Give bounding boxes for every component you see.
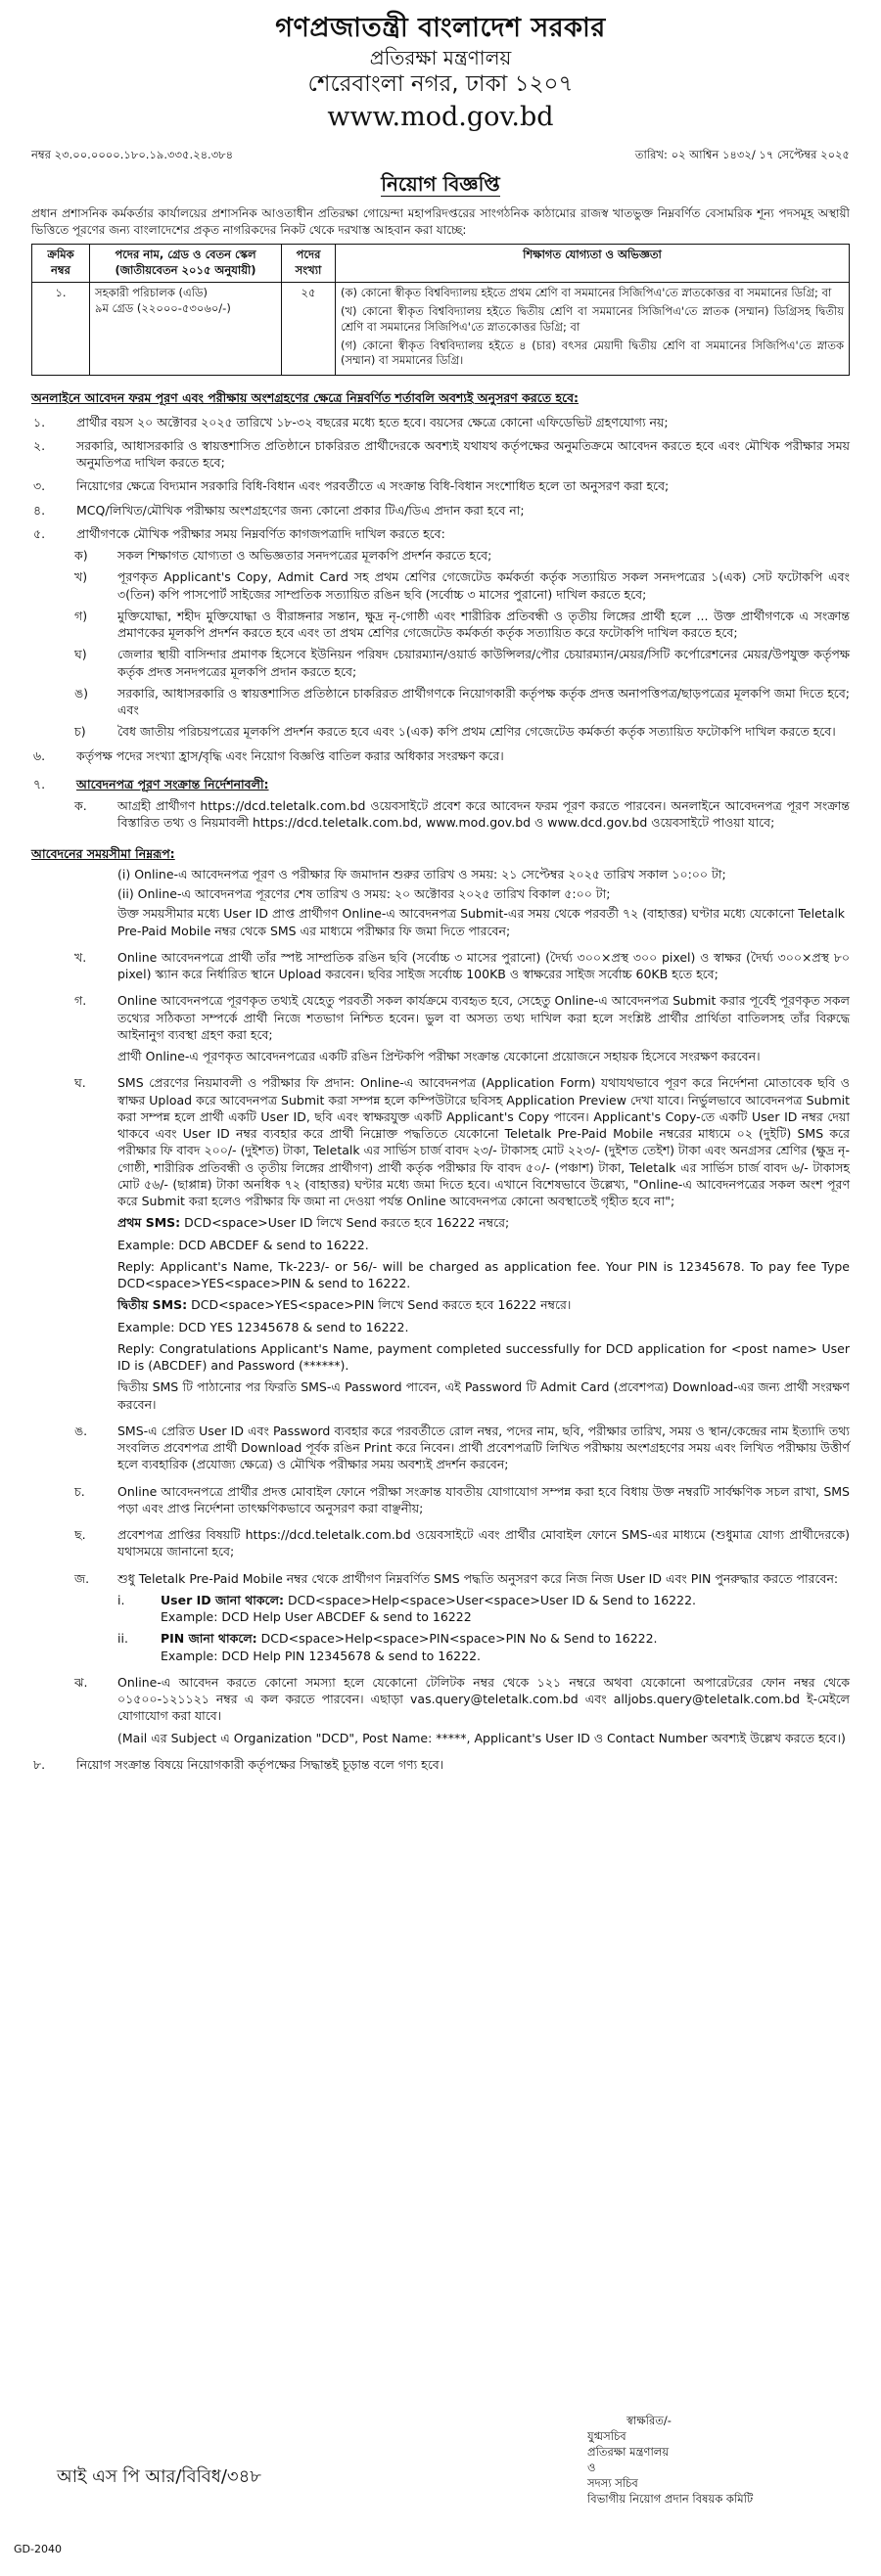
qual-kha: (খ) কোনো স্বীকৃত বিশ্ববিদ্যালয় হইতে দ্বিতীয় শ্রেণি বা সমমানের সিজিপিএ'তে স্নাতক (সম্মান) ডিগ্রিসহ দ্বিতীয় শ্রেণি বা সমমানের সিজিপিএ'তে স্নাতকোত্তর ডিগ্রি; বা — [341, 303, 844, 334]
reference-number: নম্বর ২৩.০০.০০০০.১৮০.১৯.৩৩৫.২৪.৩৮৪ — [31, 147, 234, 161]
qual-ga: (গ) কোনো স্বীকৃত বিশ্ববিদ্যালয় হইতে ৪ (চার) বৎসর মেয়াদী দ্বিতীয় শ্রেণি বা সমমানের সিজিপিএ'তে স্নাতক (সম্মান) বা সমমানের ডিগ্রি। — [341, 338, 844, 368]
list-item: ঙ) সরকারি, আধাসরকারি ও স্বায়ত্তশাসিত প্রতিষ্ঠানে চাকরিরত প্রার্থীগণকে নিয়োগকারী কর্তৃপক্ষ কর্তৃক প্রদত্ত অনাপত্তিপত্র/ছাড়পত্রের মূলকপি জমা দিতে হবে; এবং — [74, 685, 850, 718]
sms2-label: দ্বিতীয় SMS: — [117, 1297, 188, 1313]
list-item: ক. আগ্রহী প্রার্থীগণ https://dcd.teletalk.com.bd ওয়েবসাইটে প্রবেশ করে আবেদন ফরম পূরণ করতে পারবেন। অনলাইনে আবেদনপত্র পূরণ সংক্রান্ত বিস্তারিত তথ্য ও নিয়মাবলী https://dcd.teletalk.com.bd, www.mod.gov.bd ও www.dcd.gov.bd ওয়েবসাইটে পাওয়া যাবে; — [74, 798, 850, 831]
list-item: খ) পূরণকৃত Applicant's Copy, Admit Card সহ প্রথম শ্রেণির গেজেটেড কর্মকর্তা কর্তৃক সত্যায়িত সকল সনদপত্রের ১(এক) সেট ফটোকপি এবং ৩(তিন) কপি পাসপোর্ট সাইজের সাম্প্রতিক সত্যায়িত রঙিন ছবি (সর্বোচ্চ ৩ মাসের পুরানো) দাখিল করতে হবে; — [74, 569, 850, 602]
list-item: গ) মুক্তিযোদ্ধা, শহীদ মুক্তিযোদ্ধা ও বীরাঙ্গনার সন্তান, ক্ষুদ্র নৃ-গোষ্ঠী এবং শারীরিক প্রতিবন্ধী ও তৃতীয় লিঙ্গের প্রার্থী হলে ... উক্ত প্রার্থীগণকে এ সংক্রান্ত প্রমাণকের মূলকপি প্রদর্শন করতে হবে এবং তা প্রথম শ্রেণির গেজেটেড কর্মকর্তা কর্তৃক সত্যায়িত করে ফটোকপি দাখিল করতে হবে; — [74, 608, 850, 641]
list-item: ঝ. Online-এ আবেদন করতে কোনো সমস্যা হলে যেকোনো টেলিটক নম্বর থেকে ১২১ নম্বরে অথবা যেকোনো অপারেটরের ফোন নম্বর থেকে ০১৫০০-১২১১২১ নম্বর এ কল করতে পারবেন। এছাড়া vas.query@teletalk.com.bd এবং alljobs.query@teletalk.com.bd ই-মেইলে যোগাযোগ করা যাবে। — [74, 1674, 850, 1724]
list-item: ৩. নিয়োগের ক্ষেত্রে বিদ্যমান সরকারি বিধি-বিধান এবং পরবর্তীতে এ সংক্রান্ত বিধি-বিধান সংশোধিত হলে তা অনুসরণ করা হবে; — [33, 478, 670, 494]
list-item: ছ. প্রবেশপত্র প্রাপ্তির বিষয়টি https://dcd.teletalk.com.bd ওয়েবসাইটে এবং প্রার্থীর মোবাইল ফোনে SMS-এর মাধ্যমে (শুধুমাত্র যোগ্য প্রার্থীদেরকে) যথাসময়ে জানানো হবে; — [74, 1527, 850, 1559]
letterhead — [31, 12, 850, 134]
signatory-committee: বিভাগীয় নিয়োগ প্রদান বিষয়ক কমিটি — [587, 2492, 754, 2507]
signatory-ministry: প্রতিরক্ষা মন্ত্রণালয় — [587, 2445, 670, 2460]
schedule-lines — [74, 866, 850, 939]
signatory-role: সদস্য সচিব — [587, 2476, 638, 2491]
post-table — [31, 244, 850, 376]
cell-serial: ১. — [32, 283, 90, 376]
sms-instructions — [74, 1214, 850, 1413]
list-item: ১. প্রার্থীর বয়স ২০ অক্টোবর ২০২৫ তারিখে ১৮-৩২ বছরের মধ্যে হতে হবে। বয়সের ক্ষেত্রে কোনো এফিডেভিট গ্রহণযোগ্য নয়; — [33, 414, 669, 429]
table-row — [32, 283, 850, 376]
list-item: ঘ) জেলার স্থায়ী বাসিন্দার প্রমাণক হিসেবে ইউনিয়ন পরিষদ চেয়ারম্যান/ওয়ার্ড কাউন্সিলর/পৌর চেয়ারম্যান/মেয়র/সিটি কর্পোরেশনের মেয়র/উপযুক্ত কর্তৃপক্ষ কর্তৃক প্রদত্ত সনদপত্রের মূলকপি প্রদান করতে হবে; — [74, 647, 850, 679]
printcopy-note: প্রার্থী Online-এ পূরণকৃত আবেদনপত্রের একটি রঙিন প্রিন্টকপি পরীক্ষা সংক্রান্ত যেকোনো প্রয়োজনে সহায়ক হিসেবে সংরক্ষণ করবেন। — [117, 1049, 761, 1064]
conditions-heading: অনলাইনে আবেদন ফরম পূরণ এবং পরীক্ষায় অংশগ্রহণের ক্ষেত্রে নিম্নবর্ণিত শর্তাবলি অবশ্যই অনুসরণ করতে হবে: — [31, 390, 580, 406]
list-item: ৬. কর্তৃপক্ষ পদের সংখ্যা হ্রাস/বৃদ্ধি এবং নিয়োগ বিজ্ঞপ্তি বাতিল করার অধিকার সংরক্ষণ করে। — [33, 747, 504, 763]
list-item: ৫. প্রার্থীগণকে মৌখিক পরীক্ষার সময় নিম্নবর্ণিত কাগজপত্রাদি দাখিল করতে হবে: — [33, 525, 445, 541]
recovery-list — [74, 1592, 850, 1664]
post-name: সহকারী পরিচালক (এডি) — [95, 286, 208, 299]
schedule-block — [31, 866, 850, 1746]
sms1-example: Example: DCD ABCDEF & send to 16222. — [117, 1237, 369, 1252]
sms2-note: দ্বিতীয় SMS টি পাঠানোর পর ফিরতি SMS-এ Password পাবেন, এই Password টি Admit Card (প্রবেশপত্র) Download-এর জন্য প্রার্থী সংরক্ষণ করবেন। — [117, 1379, 850, 1412]
schedule-note: উক্ত সময়সীমার মধ্যে User ID প্রাপ্ত প্রার্থীগণ Online-এ আবেদনপত্র Submit-এর সময় থেকে পরবর্তী ৭২ (বাহাত্তর) ঘণ্টার মধ্যে যেকোনো Teletalk Pre-Paid Mobile নম্বর থেকে SMS এর মাধ্যমে পরীক্ষার ফি জমা দিতে পারবেন; — [117, 906, 846, 938]
sms1-label: প্রথম SMS: — [117, 1215, 181, 1231]
footer-code: GD-2040 — [14, 2543, 62, 2555]
list-item: গ. Online আবেদনপত্রে পূরণকৃত তথ্যই যেহেতু পরবর্তী সকল কার্যক্রমে ব্যবহৃত হবে, সেহেতু Online-এ আবেদনপত্র Submit করার পূর্বেই পূরণকৃত সকল তথ্যের সঠিকতা সম্পর্কে প্রার্থী নিজে শতভাগ নিশ্চিত হবেন। ভুল বা অসত্য তথ্য দাখিল করা হলে সংশ্লিষ্ট প্রার্থীর প্রার্থিতা বাতিলসহ তাঁর বিরুদ্ধে আইনানুগ ব্যবস্থা গ্রহণ করা হবে; — [74, 993, 850, 1042]
signature-block — [587, 2413, 812, 2508]
sms1-format: DCD<space>User ID লিখে Send করতে হবে 16222 নম্বরে; — [184, 1215, 510, 1231]
signed-mark: স্বাক্ষরিত/- — [626, 2414, 672, 2427]
sms1-reply: Reply: Applicant's Name, Tk-223/- or 56/- will be charged as application fee. Your PIN is 12345678. To pay fee Type DCD<space>YES<space>PIN & send to 16222. — [117, 1258, 850, 1291]
list-item: ii. PIN জানা থাকলে: DCD<space>Help<space>PIN<space>PIN No & Send to 16222. Example: DCD Help PIN 12345678 & send to 16222. — [117, 1631, 658, 1663]
ministry-name: প্রতিরক্ষা মন্ত্রণালয় — [369, 45, 512, 69]
schedule-start: (i) Online-এ আবেদনপত্র পূরণ ও পরীক্ষার ফি জমাদান শুরুর তারিখ ও সময়: ২১ সেপ্টেম্বর ২০২৫ তারিখ সকাল ১০:০০ টা; — [117, 866, 726, 881]
post-grade: ৯ম গ্রেড (২২০০০-৫৩০৬০/-) — [95, 300, 231, 315]
col-post: পদের নাম, গ্রেড ও বেতন স্কেল (জাতীয়বেতন ২০১৫ অনুযায়ী) — [90, 245, 282, 283]
notice-date: তারিখ: ০২ আশ্বিন ১৪৩২/ ১৭ সেপ্টেম্বর ২০২৫ — [634, 147, 850, 161]
sms2-example: Example: DCD YES 12345678 & send to 16222. — [117, 1319, 409, 1334]
reference-row — [31, 148, 850, 163]
documents-list — [31, 547, 850, 741]
table-header-row — [32, 245, 850, 283]
list-item: ৮. নিয়োগ সংক্রান্ত বিষয়ে নিয়োগকারী কর্তৃপক্ষের সিদ্ধান্তই চূড়ান্ত বলে গণ্য হবে। — [33, 1756, 444, 1772]
application-instructions — [31, 797, 850, 832]
cell-count: ২৫ — [282, 283, 336, 376]
qual-ka: (ক) কোনো স্বীকৃত বিশ্ববিদ্যালয় হইতে প্রথম শ্রেণি বা সমমানের সিজিপিএ'তে স্নাতকোত্তর বা সমমানের ডিগ্রি; বা — [341, 286, 832, 299]
col-serial: ক্রমিক নম্বর — [32, 245, 90, 283]
list-item: ৪. MCQ/লিখিত/মৌখিক পরীক্ষায় অংশগ্রহণের জন্য কোনো প্রকার টিএ/ডিএ প্রদান করা হবে না; — [33, 502, 525, 518]
signatory-title: যুগ্মসচিব — [587, 2429, 626, 2444]
ispr-code: আই এস পি আর/বিবিধ/৩৪৮ — [57, 2466, 261, 2487]
address: শেরেবাংলা নগর, ঢাকা ১২০৭ — [307, 70, 574, 97]
government-name: গণপ্রজাতন্ত্রী বাংলাদেশ সরকার — [275, 13, 606, 43]
list-item: চ. Online আবেদনপত্রে প্রার্থীর প্রদত্ত মোবাইল ফোনে পরীক্ষা সংক্রান্ত যাবতীয় যোগাযোগ সম্পন্ন করা হবে বিধায় উক্ত নম্বরটি সার্বক্ষণিক সচল রাখা, SMS পড়া এবং প্রাপ্ত নির্দেশনা তাৎক্ষণিকভাবে অনুসরণ করা বাঞ্ছনীয়; — [74, 1483, 850, 1515]
list-item: ঘ. SMS প্রেরণের নিয়মাবলী ও পরীক্ষার ফি প্রদান: Online-এ আবেদনপত্র (Application Form) যথাযথভাবে পূরণ করে নির্দেশনা মোতাবেক ছবি ও স্বাক্ষর Upload করে আবেদনপত্র Submit করা সম্পন্ন হলে কম্পিউটারে ছবিসহ Application Preview দেখা যাবে। নির্ভুলভাবে আবেদনপত্র Submit করা সম্পন্ন হলে প্রার্থী একটি User ID, ছবি এবং স্বাক্ষরযুক্ত একটি Applicant's Copy পাবেন। Applicant's Copy-তে একটি User ID নম্বর দেয়া থাকবে এবং User ID নম্বর ব্যবহার করে প্রার্থী নিম্নোক্ত পদ্ধতিতে যেকোনো Teletalk Pre-Paid Mobile নম্বরের মাধ্যমে ০২ (দুইটি) SMS করে পরীক্ষার ফি বাবদ ২০০/- (দুইশত) টাকা, Teletalk এর সার্ভিস চার্জ বাবদ ২৩/- টাকাসহ মোট ২২৩/- (দুইশত তেইশ) টাকা এবং অনগ্রসর শ্রেণির (ক্ষুদ্র নৃ-গোষ্ঠী, শারীরিক প্রতিবন্ধী ও তৃতীয় লিঙ্গের প্রার্থীগণ) প্রার্থী কর্তৃক পরীক্ষার ফি বাবদ ৫০/- (পঞ্চাশ) টাকা, Teletalk এর সার্ভিস চার্জ বাবদ ৬/- টাকাসহ মোট ৫৬/- (ছাপ্পান্ন) টাকা অনধিক ৭২ (বাহাত্তর) ঘণ্টার মধ্যে জমা দিতে হবে। এখানে বিশেষভাবে উল্লেখ্য, "Online-এ আবেদনপত্রের সকল অংশ পূরণ করে Submit করা হলেও পরীক্ষার ফি জমা না দেওয়া পর্যন্ত Online আবেদনপত্র কোনো অবস্থাতেই গৃহীত হবে না"; — [74, 1075, 850, 1209]
schedule-heading: আবেদনের সময়সীমা নিম্নরূপ: — [31, 845, 175, 861]
list-item: i. User ID জানা থাকলে: DCD<space>Help<space>User<space>User ID & Send to 16222. Example: DCD Help User ABCDEF & send to 16222 — [117, 1592, 697, 1625]
schedule-end: (ii) Online-এ আবেদনপত্র পূরণের শেষ তারিখ ও সময়: ২০ অক্টোবর ২০২৫ তারিখ বিকাল ৫:০০ টা; — [117, 886, 611, 902]
list-item: জ. শুধু Teletalk Pre-Paid Mobile নম্বর থেকে প্রার্থীগণ নিম্নবর্ণিত SMS পদ্ধতি অনুসরণ করে নিজ নিজ User ID এবং PIN পুনরুদ্ধার করতে পারবেন: — [74, 1570, 839, 1586]
notice-title: নিয়োগ বিজ্ঞপ্তি — [381, 171, 500, 196]
website-link[interactable]: www.mod.gov.bd — [327, 101, 554, 132]
list-item: ২. সরকারি, আধাসরকারি ও স্বায়ত্তশাসিত প্রতিষ্ঠানে চাকরিরত প্রার্থীদেরকে অবশ্যই যথাযথ কর্তৃপক্ষের অনুমতিক্রমে আবেদন করতে হবে এবং মৌখিক পরীক্ষার সময় অনুমতিপত্র দাখিল করতে হবে; — [33, 437, 850, 471]
intro-paragraph: প্রধান প্রশাসনিক কর্মকর্তার কার্যালয়ের প্রশাসনিক আওতাধীন প্রতিরক্ষা গোয়েন্দা মহাপরিদপ্তরের সাংগঠনিক কাঠামোর রাজস্ব খাতভুক্ত নিম্নবর্ণিত বেসামরিক শূন্য পদসমূহ অস্থায়ী ভিত্তিতে পূরণের জন্য বাংলাদেশের প্রকৃত নাগরিকদের নিকট থেকে দরখাস্ত আহবান করা যাচ্ছে: — [31, 206, 850, 237]
list-item: খ. Online আবেদনপত্রে প্রার্থী তাঁর স্পষ্ট সাম্প্রতিক রঙিন ছবি (সর্বোচ্চ ৩ মাসের পুরানো) (দৈর্ঘ্য ৩০০×প্রস্থ ৩০০ pixel) ও স্বাক্ষর (দৈর্ঘ্য ৩০০×প্রস্থ ৮০ pixel) স্ক্যান করে নির্ধারিত স্থানে Upload করবেন। ছবির সাইজ সর্বোচ্চ 100KB ও স্বাক্ষরের সাইজ সর্বোচ্চ 60KB হতে হবে; — [74, 949, 850, 982]
list-item: চ) বৈধ জাতীয় পরিচয়পত্রের মূলকপি প্রদর্শন করতে হবে এবং ১(এক) কপি প্রথম শ্রেণির গেজেটেড কর্মকর্তা কর্তৃক সত্যায়িত ফটোকপি দাখিল করতে হবে। — [74, 724, 836, 740]
cell-qualification — [336, 283, 850, 376]
mail-note: (Mail এর Subject এ Organization "DCD", Post Name: *****, Applicant's User ID ও Contact Number অবশ্যই উল্লেখ করতে হবে।) — [117, 1730, 846, 1745]
sms2-reply: Reply: Congratulations Applicant's Name, payment completed successfully for DCD application for <post name> User ID is (ABCDEF) and Password (******). — [117, 1340, 850, 1374]
list-item: ঙ. SMS-এ প্রেরিত User ID এবং Password ব্যবহার করে পরবর্তীতে রোল নম্বর, পদের নাম, ছবি, পরীক্ষার তারিখ, সময় ও স্থান/কেন্দ্রের নাম ইত্যাদি তথ্য সংবলিত প্রবেশপত্র প্রার্থী Download পূর্বক রঙিন Print করে নিবেন। প্রার্থী প্রবেশপত্রটি লিখিত পরীক্ষায় অংশগ্রহণের সময় এবং লিখিত পরীক্ষায় উত্তীর্ণ হলে ব্যবহারিক (প্রযোজ্য ক্ষেত্রে) ও মৌখিক পরীক্ষার সময় অবশ্যই প্রদর্শন করবেন; — [74, 1423, 850, 1472]
cell-post — [90, 283, 282, 376]
signature-and: ও — [587, 2461, 596, 2475]
sms2-format: DCD<space>YES<space>PIN লিখে Send করতে হবে 16222 নম্বরে। — [191, 1297, 572, 1313]
list-item: ক) সকল শিক্ষাগত যোগ্যতা ও অভিজ্ঞতার সনদপত্রের মূলকপি প্রদর্শন করতে হবে; — [74, 548, 492, 564]
col-count: পদের সংখ্যা — [282, 245, 336, 283]
list-item: ৭. আবেদনপত্র পূরণ সংক্রান্ত নির্দেশনাবলী: — [33, 776, 269, 791]
col-qualification: শিক্ষাগত যোগ্যতা ও অভিজ্ঞতা — [336, 245, 850, 283]
